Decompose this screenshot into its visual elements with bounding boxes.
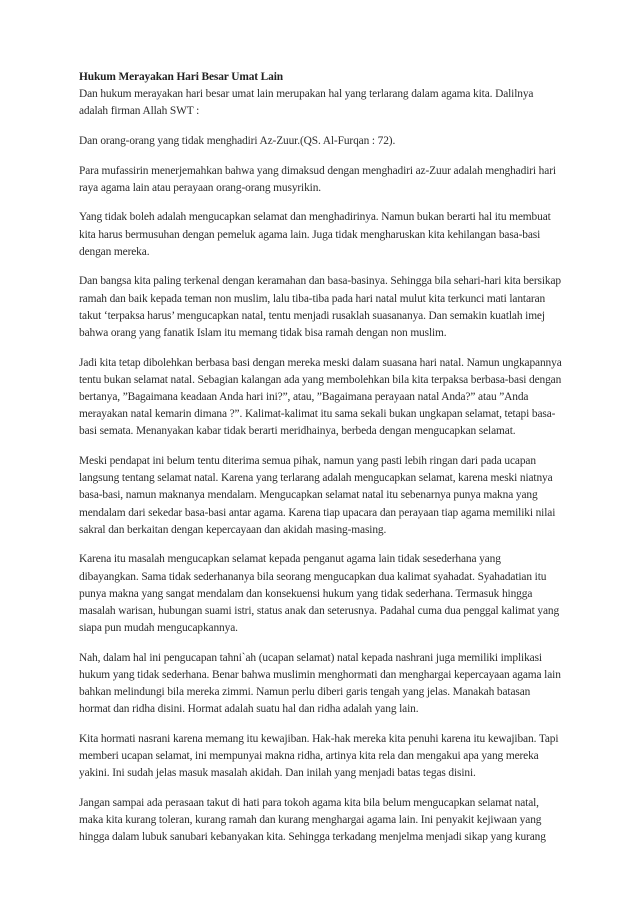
paragraph-1: Dan hukum merayakan hari besar umat lain merupakan hal yang terlarang dalam agama kita. Dalilnya adalah firman Allah SWT : [79,88,534,118]
document-page [79,69,563,859]
paragraph-8: Karena itu masalah mengucapkan selamat kepada penganut agama lain tidak sesederhana yang dibayangkan. Sama tidak sederhananya bila seorang mengucapkan dua kalimat syahadat. Syahadatian itu punya makna yang sangat mendalam dan konsekuensi hukum yang tidak sederhana. Termasuk hingga masalah warisan, hubungan suami istri, status anak dan seterusnya. Padahal cuma dua penggal kalimat yang siapa pun mudah mengucapkannya. [79,553,560,635]
paragraph-2: Dan orang-orang yang tidak menghadiri Az-Zuur.(QS. Al-Furqan : 72). [79,135,396,147]
paragraph-7: Meski pendapat ini belum tentu diterima semua pihak, namun yang pasti lebih ringan dari pada ucapan langsung tentang selamat natal. Karena yang terlarang adalah mengucapkan selamat, karena meski niatnya basa-basi, namun maknanya mendalam. Mengucapkan selamat natal itu sebenarnya punya makna yang mendalam dari sekedar basa-basi antar agama. Karena tiap upacara dan perayaan tiap agama memiliki nilai sakral dan berkaitan dengan kepercayaan dan akidah masing-masing. [79,455,556,536]
paragraph-5: Dan bangsa kita paling terkenal dengan keramahan dan basa-basinya. Sehingga bila sehari-hari kita bersikap ramah dan baik kepada teman non muslim, lalu tiba-tiba pada hari natal mulut kita terkunci mati lantaran takut ‘terpaksa harus’ mengucapkan natal, tentu menjadi rusaklah suasananya. Dan semakin kuatlah imej bahwa orang yang fanatik Islam itu memang tidak bisa ramah dengan non muslim. [79,275,561,339]
document-title: Hukum Merayakan Hari Besar Umat Lain [79,71,283,83]
paragraph-9: Nah, dalam hal ini pengucapan tahni`ah (ucapan selamat) natal kepada nashrani juga memiliki implikasi hukum yang tidak sederhana. Benar bahwa muslimin menghormati dan menghargai kepercayaan agama lain bahkan melindungi bila mereka zimmi. Namun perlu diberi garis tengah yang jelas. Manakah batasan hormat dan ridha disini. Hormat adalah suatu hal dan ridha adalah yang lain. [79,651,561,716]
paragraph-11: Jangan sampai ada perasaan takut di hati para tokoh agama kita bila belum mengucapkan selamat natal, maka kita kurang toleran, kurang ramah dan kurang menghargai agama lain. Ini penyakit kejiwaan yang hingga dalam lubuk sanubari kebanyakan kita. Sehingga terkadang menjelma menjadi sikap yang kurang [79,797,546,844]
paragraph-6: Jadi kita tetap dibolehkan berbasa basi dengan mereka meski dalam suasana hari natal. Namun ungkapannya tentu bukan selamat natal. Sebagian kalangan ada yang membolehkan bila kita terpaksa berbasa-basi dengan bertanya, ”Bagaimana keadaan Anda hari ini?”, atau, ”Bagaimana perayaan natal Anda?” atau ”Anda merayakan natal kemarin dimana ?”. Kalimat-kalimat itu sama sekali bukan ungkapan selamat, tetapi basa-basi semata. Menanyakan kabar tidak berarti meridhainya, berbeda dengan mengucapkan selamat. [79,356,562,438]
paragraph-3: Para mufassirin menerjemahkan bahwa yang dimaksud dengan menghadiri az-Zuur adalah menghadiri hari raya agama lain atau perayaan orang-orang musyrikin. [79,164,556,194]
paragraph-4: Yang tidak boleh adalah mengucapkan selamat dan menghadirinya. Namun bukan berarti hal itu membuat kita harus bermusuhan dengan pemeluk agama lain. Juga tidak mengharuskan kita kehilangan basa-basi dengan mereka. [79,211,551,258]
paragraph-10: Kita hormati nasrani karena memang itu kewajiban. Hak-hak mereka kita penuhi karena itu kewajiban. Tapi memberi ucapan selamat, ini mempunyai makna ridha, artinya kita rela dan mengakui apa yang mereka yakini. Ini sudah jelas masuk masalah akidah. Dan inilah yang menjadi batas tegas disini. [79,733,559,780]
